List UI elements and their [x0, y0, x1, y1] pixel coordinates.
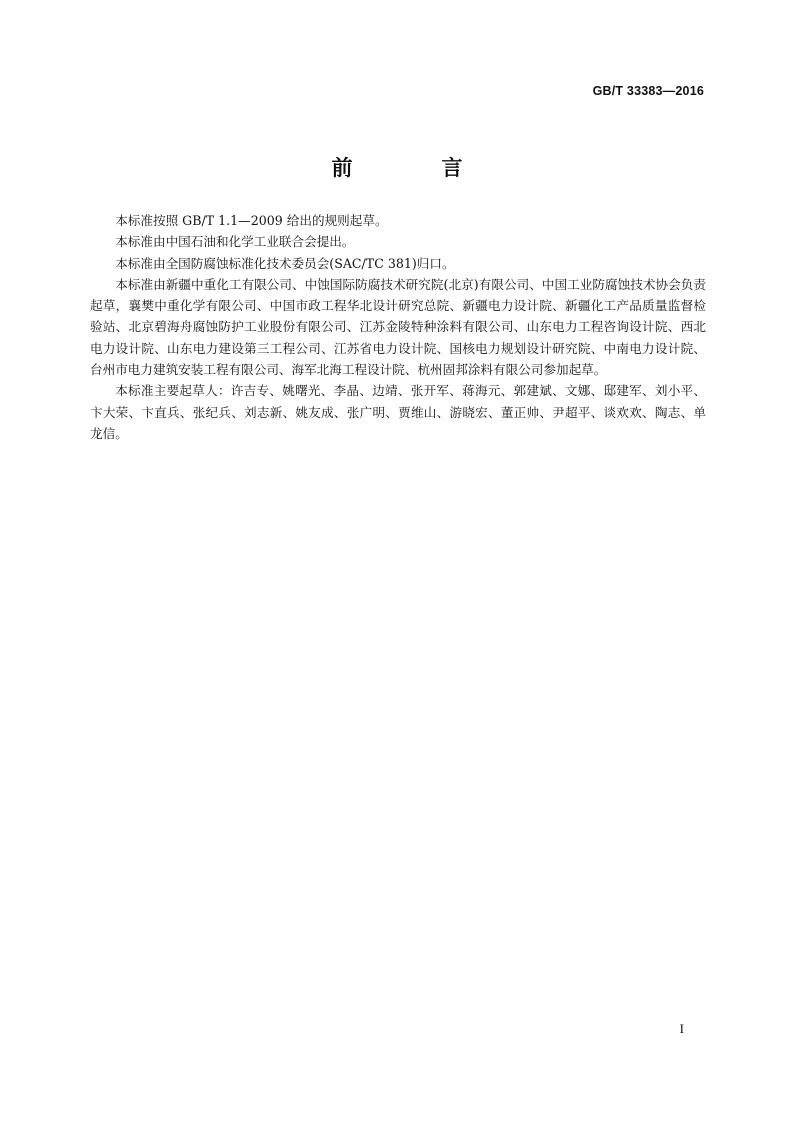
- foreword-body: [90, 210, 706, 444]
- page-number: I: [679, 1021, 684, 1036]
- paragraph-main-drafters: 本标准主要起草人：许吉专、姚曙光、李晶、边靖、张开军、蒋海元、郭建斌、文娜、邸建军、刘小平、卞大荣、卞直兵、张纪兵、刘志新、姚友成、张广明、贾维山、游晓宏、董正帅、尹超平、谈欢欢、陶志、单龙信。: [90, 383, 706, 441]
- page-title: 前 言: [331, 156, 497, 180]
- paragraph-proposed-by: 本标准由中国石油和化学工业联合会提出。: [115, 234, 355, 250]
- standard-code: GB/T 33383—2016: [592, 84, 704, 98]
- paragraph-under-jurisdiction: 本标准由全国防腐蚀标准化技术委员会(SAC/TC 381)归口。: [115, 255, 455, 271]
- paragraph-drafting-organizations: 本标准由新疆中重化工有限公司、中蚀国际防腐技术研究院(北京)有限公司、中国工业防腐蚀技术协会负责起草，襄樊中重化学有限公司、中国市政工程华北设计研究总院、新疆电力设计院、新疆化工产品质量监督检验站、北京碧海舟腐蚀防护工业股份有限公司、江苏金陵特种涂料有限公司、山东电力工程咨询设计院、西北电力设计院、山东电力建设第三工程公司、江苏省电力设计院、国核电力规划设计研究院、中南电力设计院、台州市电力建筑安装工程有限公司、海军北海工程设计院、杭州固邦涂料有限公司参加起草。: [90, 276, 706, 378]
- paragraph-drafting-rules: 本标准按照 GB/T 1.1—2009 给出的规则起草。: [115, 213, 388, 228]
